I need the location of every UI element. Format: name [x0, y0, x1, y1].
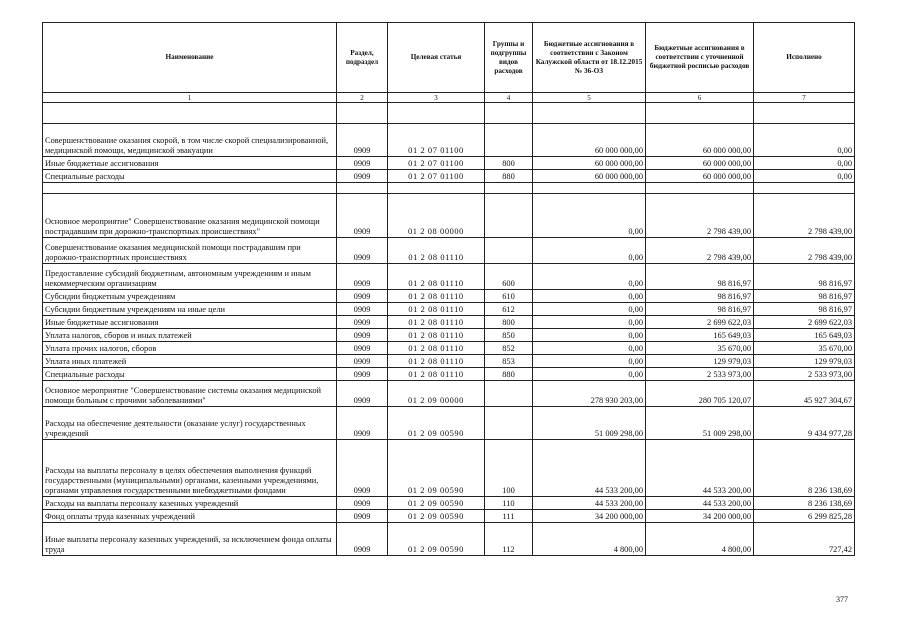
cell-refined-amount: 98 816,97 — [646, 303, 754, 316]
cell-name: Уплата налогов, сборов и иных платежей — [43, 329, 337, 342]
cell-law-amount: 0,00 — [533, 316, 646, 329]
cell-law-amount: 0,00 — [533, 329, 646, 342]
header-name: Наименование — [43, 23, 337, 93]
table-row — [43, 329, 855, 342]
cell-executed-amount: 129 979,03 — [754, 355, 855, 368]
cell-refined-amount: 34 200 000,00 — [646, 510, 754, 523]
cell-section: 0909 — [337, 510, 388, 523]
cell-executed-amount: 45 927 304,67 — [754, 381, 855, 407]
cell-target: 01 2 09 00590 — [388, 407, 485, 440]
cell-target: 01 2 09 00000 — [388, 381, 485, 407]
cell-section: 0909 — [337, 407, 388, 440]
cell-group: 110 — [485, 497, 533, 510]
cell-group: 100 — [485, 440, 533, 497]
cell-section: 0909 — [337, 303, 388, 316]
cell-name: Совершенствование оказания скорой, в том числе скорой специализированной, медицинской помощи, медицинской эвакуации — [43, 124, 337, 157]
cell-group: 610 — [485, 290, 533, 303]
cell-law-amount: 0,00 — [533, 194, 646, 238]
column-number: 1 — [43, 93, 337, 103]
cell-refined-amount: 2 699 622,03 — [646, 316, 754, 329]
cell-refined-amount: 44 533 200,00 — [646, 440, 754, 497]
cell-executed-amount: 8 236 138,69 — [754, 497, 855, 510]
cell-executed-amount: 2 699 622,03 — [754, 316, 855, 329]
cell-section: 0909 — [337, 381, 388, 407]
table-row — [43, 440, 855, 497]
spacer-cell — [646, 183, 754, 194]
cell-law-amount: 60 000 000,00 — [533, 170, 646, 183]
cell-target: 01 2 08 01110 — [388, 303, 485, 316]
cell-refined-amount: 60 000 000,00 — [646, 170, 754, 183]
cell-target: 01 2 07 01100 — [388, 157, 485, 170]
cell-law-amount: 0,00 — [533, 303, 646, 316]
cell-target: 01 2 09 00590 — [388, 523, 485, 556]
cell-target: 01 2 08 01110 — [388, 368, 485, 381]
header-section: Раздел, подраздел — [337, 23, 388, 93]
cell-name: Фонд оплаты труда казенных учреждений — [43, 510, 337, 523]
table-row — [43, 368, 855, 381]
spacer-cell — [754, 103, 855, 124]
cell-section: 0909 — [337, 440, 388, 497]
cell-executed-amount: 0,00 — [754, 124, 855, 157]
cell-executed-amount: 165 649,03 — [754, 329, 855, 342]
page-number: 377 — [836, 595, 848, 604]
column-number: 2 — [337, 93, 388, 103]
cell-section: 0909 — [337, 368, 388, 381]
cell-law-amount: 0,00 — [533, 342, 646, 355]
column-number: 3 — [388, 93, 485, 103]
cell-refined-amount: 2 533 973,00 — [646, 368, 754, 381]
cell-refined-amount: 60 000 000,00 — [646, 124, 754, 157]
table-row — [43, 510, 855, 523]
cell-name: Совершенствование оказания медицинской помощи пострадавшим при дорожно-транспортных происшествиях — [43, 238, 337, 264]
cell-section: 0909 — [337, 355, 388, 368]
spacer-cell — [388, 103, 485, 124]
cell-name: Уплата прочих налогов, сборов — [43, 342, 337, 355]
cell-name: Расходы на выплаты персоналу казенных учреждений — [43, 497, 337, 510]
cell-name: Субсидии бюджетным учреждениям на иные цели — [43, 303, 337, 316]
table-row — [43, 316, 855, 329]
cell-law-amount: 0,00 — [533, 264, 646, 290]
cell-name: Предоставление субсидий бюджетным, автономным учреждениям и иным некоммерческим организациям — [43, 264, 337, 290]
header-refined: Бюджетные ассигнования в соответствии с уточненной бюджетной росписью расходов — [646, 23, 754, 93]
column-number: 5 — [533, 93, 646, 103]
cell-group: 853 — [485, 355, 533, 368]
cell-law-amount: 60 000 000,00 — [533, 157, 646, 170]
cell-name: Расходы на выплаты персоналу в целях обеспечения выполнения функций государственными (муниципальными) органами, казенными учреждениями, органами управления государственными внебюджетными фондами — [43, 440, 337, 497]
cell-name: Специальные расходы — [43, 170, 337, 183]
spacer-cell — [43, 183, 337, 194]
cell-target: 01 2 08 01110 — [388, 329, 485, 342]
cell-name: Иные бюджетные ассигнования — [43, 157, 337, 170]
cell-section: 0909 — [337, 194, 388, 238]
cell-group: 880 — [485, 170, 533, 183]
spacer-cell — [388, 183, 485, 194]
cell-refined-amount: 98 816,97 — [646, 264, 754, 290]
spacer-cell — [646, 103, 754, 124]
cell-executed-amount: 0,00 — [754, 157, 855, 170]
spacer-row — [43, 103, 855, 124]
cell-name: Специальные расходы — [43, 368, 337, 381]
table-row — [43, 497, 855, 510]
cell-law-amount: 0,00 — [533, 290, 646, 303]
cell-law-amount: 34 200 000,00 — [533, 510, 646, 523]
cell-section: 0909 — [337, 342, 388, 355]
cell-name: Субсидии бюджетным учреждениям — [43, 290, 337, 303]
cell-target: 01 2 07 01100 — [388, 170, 485, 183]
cell-group — [485, 238, 533, 264]
column-number: 7 — [754, 93, 855, 103]
spacer-cell — [533, 183, 646, 194]
cell-refined-amount: 165 649,03 — [646, 329, 754, 342]
cell-executed-amount: 98 816,97 — [754, 264, 855, 290]
cell-group: 800 — [485, 157, 533, 170]
table-row — [43, 290, 855, 303]
cell-executed-amount: 8 236 138,69 — [754, 440, 855, 497]
table-row — [43, 170, 855, 183]
cell-law-amount: 0,00 — [533, 238, 646, 264]
cell-executed-amount: 98 816,97 — [754, 290, 855, 303]
cell-name: Иные бюджетные ассигнования — [43, 316, 337, 329]
table-row — [43, 523, 855, 556]
cell-group — [485, 194, 533, 238]
cell-target: 01 2 08 00000 — [388, 194, 485, 238]
cell-target: 01 2 08 01110 — [388, 342, 485, 355]
cell-refined-amount: 60 000 000,00 — [646, 157, 754, 170]
cell-refined-amount: 129 979,03 — [646, 355, 754, 368]
header-row — [43, 23, 855, 93]
cell-group: 600 — [485, 264, 533, 290]
cell-refined-amount: 280 705 120,07 — [646, 381, 754, 407]
cell-law-amount: 0,00 — [533, 355, 646, 368]
cell-group — [485, 124, 533, 157]
spacer-cell — [754, 183, 855, 194]
header-groups: Группы и подгруппы видов расходов — [485, 23, 533, 93]
spacer-cell — [485, 183, 533, 194]
header-target: Целевая статья — [388, 23, 485, 93]
cell-executed-amount: 98 816,97 — [754, 303, 855, 316]
cell-executed-amount: 0,00 — [754, 170, 855, 183]
cell-executed-amount: 9 434 977,28 — [754, 407, 855, 440]
cell-executed-amount: 2 533 973,00 — [754, 368, 855, 381]
cell-section: 0909 — [337, 264, 388, 290]
cell-target: 01 2 07 01100 — [388, 124, 485, 157]
cell-law-amount: 60 000 000,00 — [533, 124, 646, 157]
cell-group — [485, 407, 533, 440]
cell-law-amount: 4 800,00 — [533, 523, 646, 556]
table-row — [43, 157, 855, 170]
spacer-cell — [337, 103, 388, 124]
cell-section: 0909 — [337, 316, 388, 329]
header-done: Исполнено — [754, 23, 855, 93]
table-row — [43, 124, 855, 157]
cell-executed-amount: 727,42 — [754, 523, 855, 556]
budget-table — [42, 22, 855, 556]
cell-name: Иные выплаты персоналу казенных учреждений, за исключением фонда оплаты труда — [43, 523, 337, 556]
cell-refined-amount: 51 009 298,00 — [646, 407, 754, 440]
cell-refined-amount: 2 798 439,00 — [646, 238, 754, 264]
cell-target: 01 2 08 01110 — [388, 264, 485, 290]
cell-section: 0909 — [337, 157, 388, 170]
spacer-cell — [533, 103, 646, 124]
cell-section: 0909 — [337, 170, 388, 183]
cell-group: 111 — [485, 510, 533, 523]
cell-law-amount: 278 930 203,00 — [533, 381, 646, 407]
cell-section: 0909 — [337, 124, 388, 157]
cell-law-amount: 44 533 200,00 — [533, 497, 646, 510]
cell-target: 01 2 08 01110 — [388, 355, 485, 368]
table-row — [43, 264, 855, 290]
cell-group: 880 — [485, 368, 533, 381]
cell-refined-amount: 35 670,00 — [646, 342, 754, 355]
cell-name: Уплата иных платежей — [43, 355, 337, 368]
table-row — [43, 355, 855, 368]
cell-executed-amount: 35 670,00 — [754, 342, 855, 355]
cell-group: 112 — [485, 523, 533, 556]
cell-group: 800 — [485, 316, 533, 329]
cell-target: 01 2 08 01110 — [388, 316, 485, 329]
spacer-cell — [337, 183, 388, 194]
table-row — [43, 407, 855, 440]
spacer-cell — [43, 103, 337, 124]
cell-target: 01 2 08 01110 — [388, 238, 485, 264]
cell-group: 850 — [485, 329, 533, 342]
header-law: Бюджетные ассигнования в соответствии с Законом Калужской области от 18.12.2015 № 36-ОЗ — [533, 23, 646, 93]
table-row — [43, 381, 855, 407]
cell-section: 0909 — [337, 329, 388, 342]
cell-group: 852 — [485, 342, 533, 355]
column-number: 4 — [485, 93, 533, 103]
cell-section: 0909 — [337, 290, 388, 303]
spacer-row — [43, 183, 855, 194]
cell-target: 01 2 08 01110 — [388, 290, 485, 303]
cell-name: Основное мероприятие" Совершенствование оказания медицинской помощи пострадавшим при дорожно-транспортных происшествиях" — [43, 194, 337, 238]
table-row — [43, 194, 855, 238]
cell-group — [485, 381, 533, 407]
cell-section: 0909 — [337, 238, 388, 264]
column-number-row — [43, 93, 855, 103]
table-row — [43, 342, 855, 355]
table-row — [43, 303, 855, 316]
cell-law-amount: 0,00 — [533, 368, 646, 381]
cell-target: 01 2 09 00590 — [388, 510, 485, 523]
column-number: 6 — [646, 93, 754, 103]
table-row — [43, 238, 855, 264]
cell-group: 612 — [485, 303, 533, 316]
cell-executed-amount: 6 299 825,28 — [754, 510, 855, 523]
cell-section: 0909 — [337, 523, 388, 556]
cell-name: Расходы на обеспечение деятельности (оказание услуг) государственных учреждений — [43, 407, 337, 440]
cell-refined-amount: 4 800,00 — [646, 523, 754, 556]
cell-law-amount: 44 533 200,00 — [533, 440, 646, 497]
cell-refined-amount: 2 798 439,00 — [646, 194, 754, 238]
cell-executed-amount: 2 798 439,00 — [754, 194, 855, 238]
cell-executed-amount: 2 798 439,00 — [754, 238, 855, 264]
cell-target: 01 2 09 00590 — [388, 440, 485, 497]
cell-target: 01 2 09 00590 — [388, 497, 485, 510]
cell-name: Основное мероприятие "Совершенствование системы оказания медицинской помощи больным с прочими заболеваниями" — [43, 381, 337, 407]
cell-section: 0909 — [337, 497, 388, 510]
cell-refined-amount: 98 816,97 — [646, 290, 754, 303]
spacer-cell — [485, 103, 533, 124]
cell-law-amount: 51 009 298,00 — [533, 407, 646, 440]
cell-refined-amount: 44 533 200,00 — [646, 497, 754, 510]
